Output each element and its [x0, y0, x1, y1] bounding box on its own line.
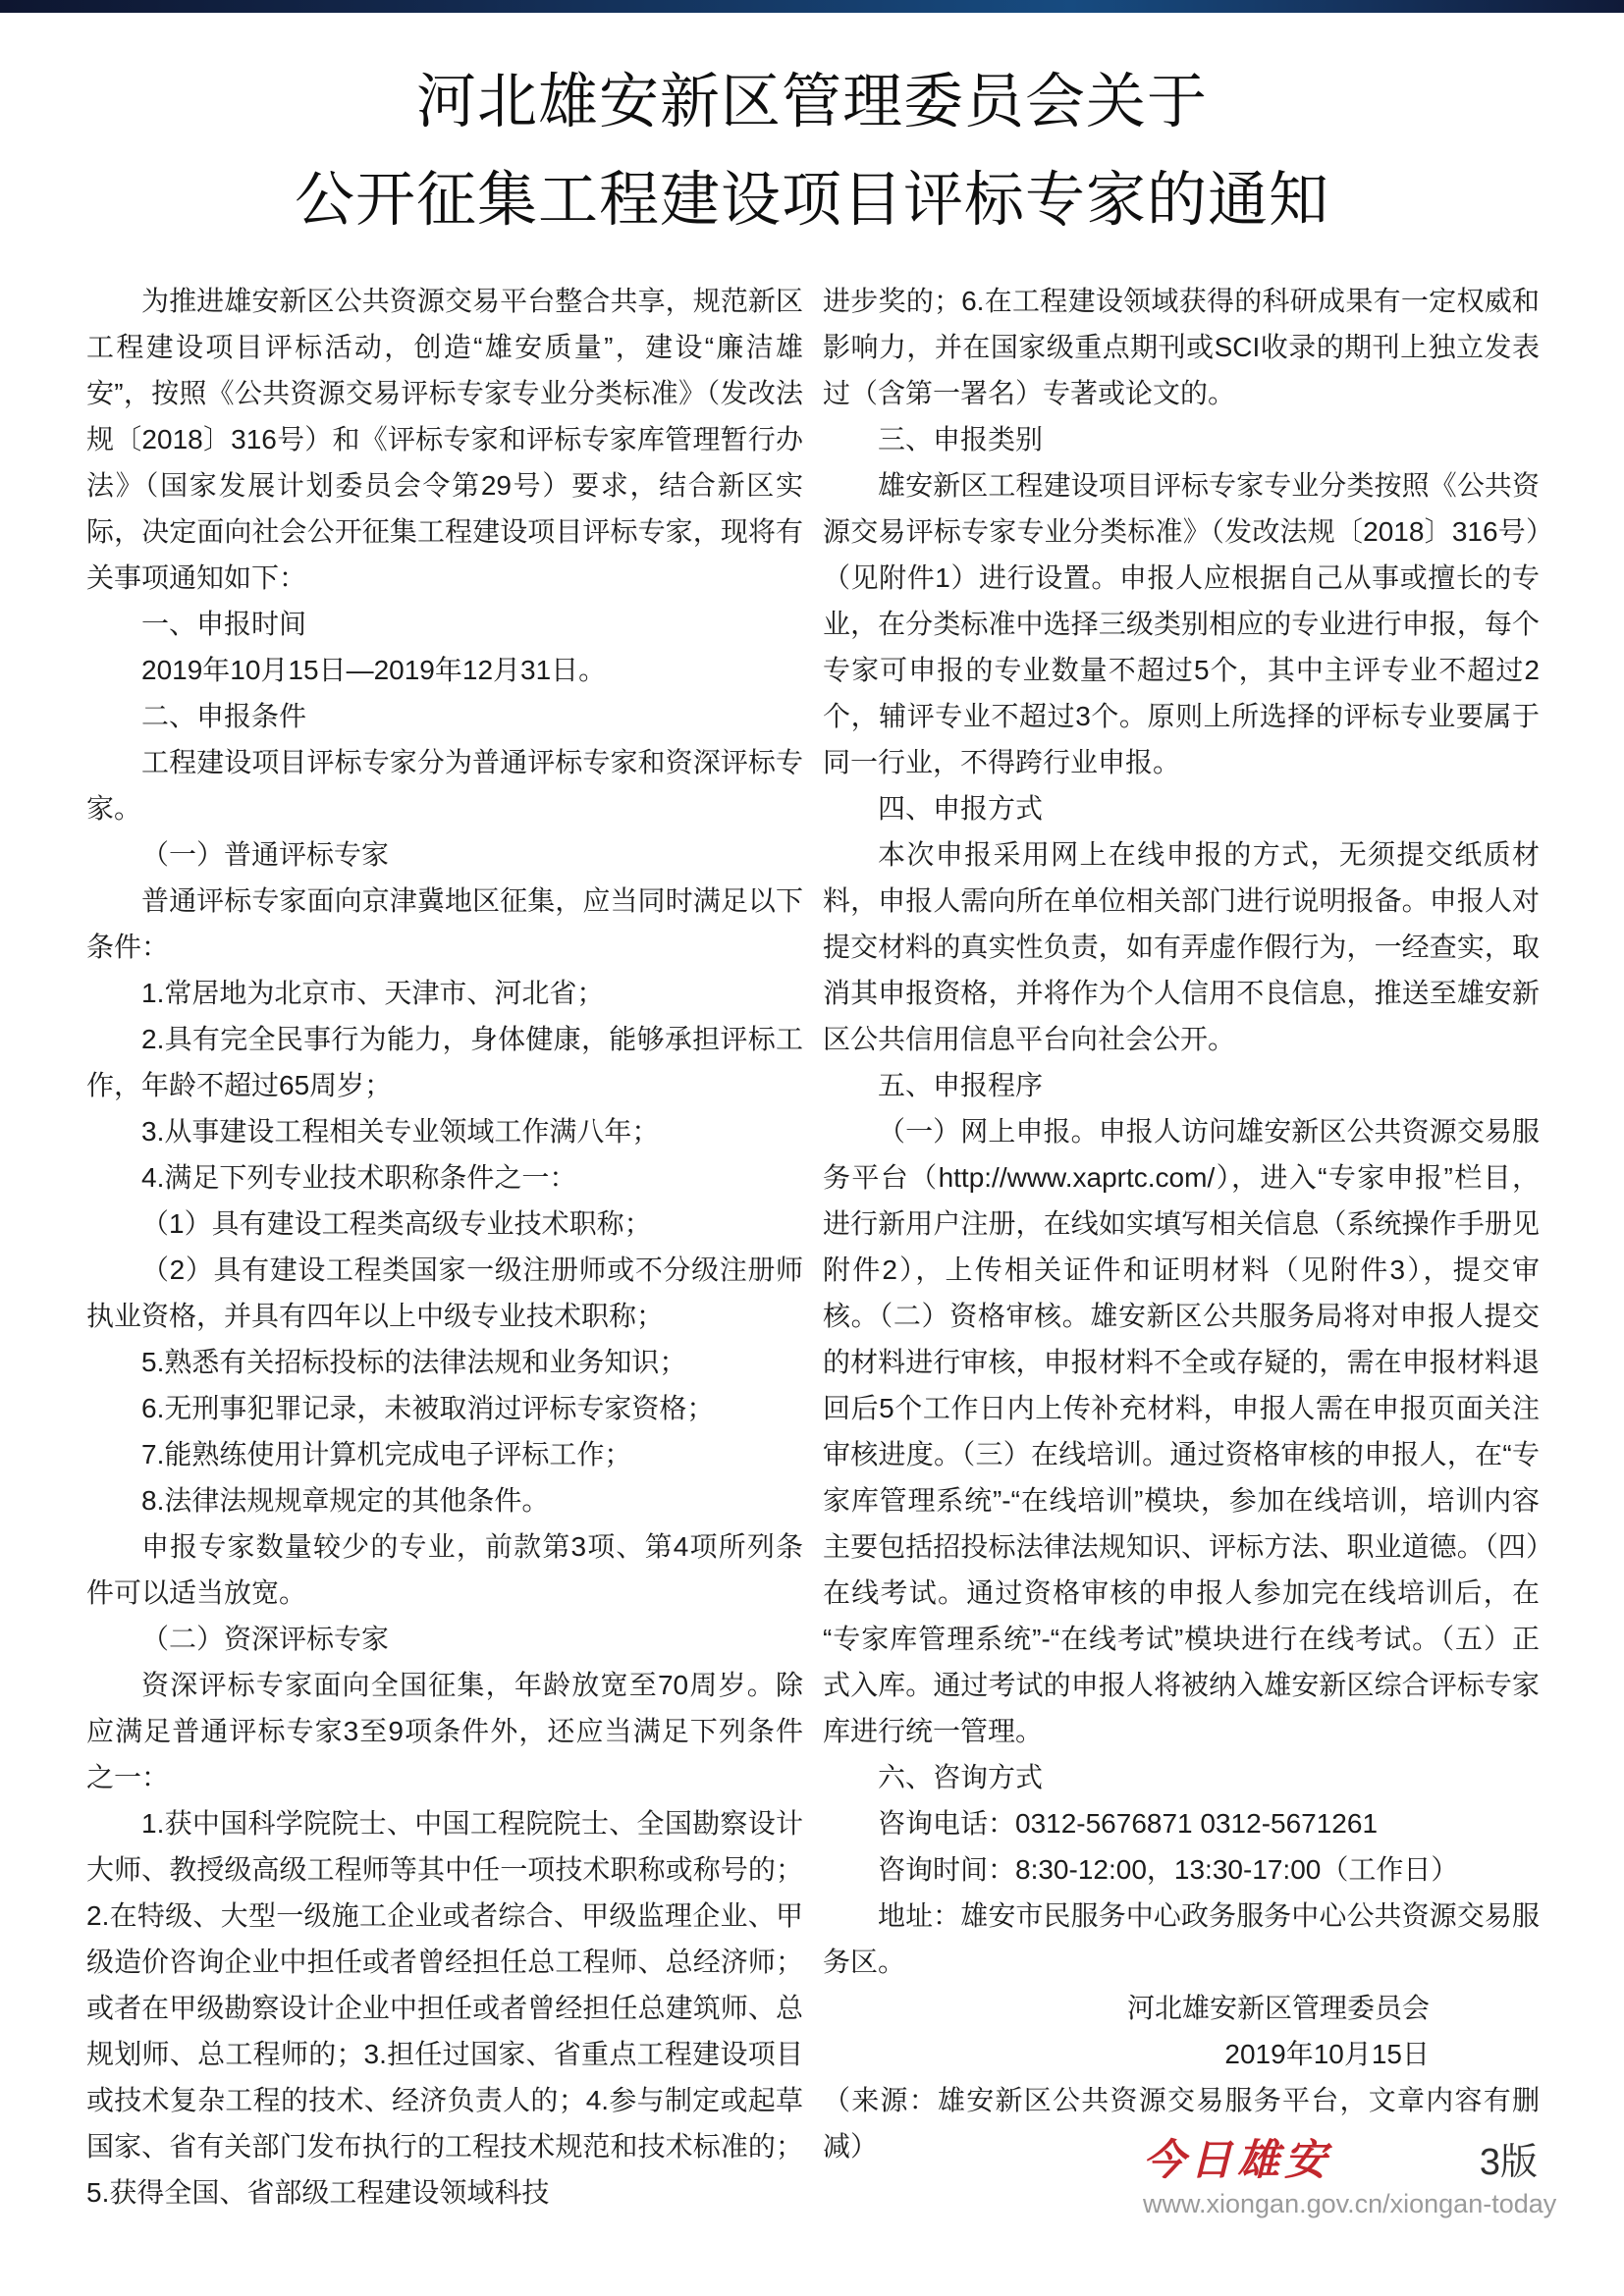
left-column	[86, 278, 803, 2216]
notice-title-line-1: 河北雄安新区管理委员会关于	[415, 68, 1208, 134]
para-condition-4: 4.满足下列专业技术职称条件之一：	[141, 1162, 577, 1193]
para-method-detail: 本次申报采用网上在线申报的方式，无须提交纸质材料，申报人需向所在单位相关部门进行说明报备。申报人对提交材料的真实性负责，如有弄虚作假行为，一经查实，取消其申报资格，并将作为个人信用不良信息，推送至雄安新区公共信用信息平台向社会公开。	[823, 839, 1540, 1054]
heading-5-application-procedure: 五、申报程序	[878, 1070, 1044, 1100]
subheading-senior-experts: （二）资深评标专家	[141, 1624, 390, 1654]
heading-2-application-conditions: 二、申报条件	[141, 701, 307, 731]
signature-committee: 河北雄安新区管理委员会	[1126, 1993, 1430, 2023]
notice-title-line-2: 公开征集工程建设项目评标专家的通知	[294, 166, 1329, 233]
para-condition-7: 7.能熟练使用计算机完成电子评标工作；	[141, 1439, 632, 1469]
para-consult-phone: 咨询电话：0312-5676871 0312-5671261	[878, 1808, 1379, 1839]
heading-3-application-categories: 三、申报类别	[878, 424, 1044, 454]
para-senior-conditions-continued: 进步奖的；6.在工程建设领域获得的科研成果有一定权威和影响力，并在国家级重点期刊或SCI收录的期刊上独立发表过（含第一署名）专著或论文的。	[823, 286, 1540, 408]
para-condition-2: 2.具有完全民事行为能力，身体健康，能够承担评标工作，年龄不超过65周岁；	[86, 1024, 803, 1100]
subheading-ordinary-experts: （一）普通评标专家	[141, 839, 390, 870]
para-procedure-detail: （一）网上申报。申报人访问雄安新区公共资源交易服务平台（http://www.xaprtc.com/），进入“专家申报”栏目，进行新用户注册，在线如实填写相关信息（系统操作手册见附件2），上传相关证件和证明材料（见附件3），提交审核。（二）资格审核。雄安新区公共服务局将对申报人提交的材料进行审核，申报材料不全或存疑的，需在申报材料退回后5个工作日内上传补充材料，申报人需在申报页面关注审核进度。（三）在线培训。通过资格审核的申报人，在“专家库管理系统”-“在线培训”模块，参加在线培训，培训内容主要包括招投标法律法规知识、评标方法、职业道德。（四）在线考试。通过资格审核的申报人参加完在线培训后，在“专家库管理系统”-“在线考试”模块进行在线考试。（五）正式入库。通过考试的申报人将被纳入雄安新区综合评标专家库进行统一管理。	[823, 1116, 1540, 1746]
para-condition-8: 8.法律法规规章规定的其他条件。	[141, 1485, 550, 1516]
para-condition-3: 3.从事建设工程相关专业领域工作满八年；	[141, 1116, 660, 1147]
para-consult-time: 咨询时间：8:30-12:00，13:30-17:00（工作日）	[878, 1854, 1459, 1885]
footer	[1143, 2137, 1557, 2219]
para-expert-types: 工程建设项目评标专家分为普通评标专家和资深评标专家。	[86, 747, 803, 824]
today-xiongan-logo: 今日雄安	[1143, 2137, 1331, 2184]
para-condition-1: 1.常居地为北京市、天津市、河北省；	[141, 978, 605, 1008]
para-senior-conditions: 1.获中国科学院院士、中国工程院院士、全国勘察设计大师、教授级高级工程师等其中任一项技术职称或称号的；2.在特级、大型一级施工企业或者综合、甲级监理企业、甲级造价咨询企业中担任或者曾经担任总工程师、总经济师；或者在甲级勘察设计企业中担任或者曾经担任总建筑师、总规划师、总工程师的；3.担任过国家、省重点工程建设项目或技术复杂工程的技术、经济负责人的；4.参与制定或起草国家、省有关部门发布执行的工程技术规范和技术标准的；5.获得全国、省部级工程建设领域科技	[86, 1808, 803, 2208]
article-body	[0, 248, 1624, 2216]
right-column	[823, 278, 1540, 2216]
para-condition-4-2: （2）具有建设工程类国家一级注册师或不分级注册师执业资格，并具有四年以上中级专业技术职称；	[86, 1255, 803, 1331]
para-relaxation: 申报专家数量较少的专业，前款第3项、第4项所列条件可以适当放宽。	[86, 1531, 803, 1608]
para-application-period: 2019年10月15日—2019年12月31日。	[141, 655, 607, 685]
heading-6-consultation: 六、咨询方式	[878, 1762, 1044, 1792]
para-ordinary-scope: 普通评标专家面向京津冀地区征集，应当同时满足以下条件：	[86, 885, 803, 962]
para-condition-6: 6.无刑事犯罪记录，未被取消过评标专家资格；	[141, 1393, 715, 1423]
para-source-note: （来源：雄安新区公共资源交易服务平台，文章内容有删减）	[823, 2085, 1540, 2162]
masthead-top-bar	[0, 0, 1624, 13]
heading-1-application-time: 一、申报时间	[141, 609, 307, 639]
para-categories-detail: 雄安新区工程建设项目评标专家专业分类按照《公共资源交易评标专家专业分类标准》（发改法规〔2018〕316号）（见附件1）进行设置。申报人应根据自己从事或擅长的专业，在分类标准中选择三级类别相应的专业进行申报，每个专家可申报的专业数量不超过5个，其中主评专业不超过2个，辅评专业不超过3个。原则上所选择的评标专业要属于同一行业，不得跨行业申报。	[823, 470, 1540, 777]
footer-masthead-row	[1143, 2137, 1538, 2184]
signature-date: 2019年10月15日	[1224, 2039, 1430, 2069]
heading-4-application-method: 四、申报方式	[878, 793, 1044, 824]
page-number: 3版	[1479, 2142, 1538, 2183]
para-condition-4-1: （1）具有建设工程类高级专业技术职称；	[141, 1208, 652, 1239]
para-condition-5: 5.熟悉有关招标投标的法律法规和业务知识；	[141, 1347, 687, 1377]
para-senior-scope: 资深评标专家面向全国征集，年龄放宽至70周岁。除应满足普通评标专家3至9项条件外，还应当满足下列条件之一：	[86, 1670, 803, 1792]
para-intro: 为推进雄安新区公共资源交易平台整合共享，规范新区工程建设项目评标活动，创造“雄安质量”，建设“廉洁雄安”，按照《公共资源交易评标专家专业分类标准》（发改法规〔2018〕316号）和《评标专家和评标专家库管理暂行办法》（国家发展计划委员会令第29号）要求，结合新区实际，决定面向社会公开征集工程建设项目评标专家，现将有关事项通知如下：	[86, 286, 803, 593]
notice-title	[0, 52, 1624, 248]
footer-url: www.xiongan.gov.cn/xiongan-today	[1143, 2189, 1557, 2218]
para-consult-address: 地址：雄安市民服务中心政务服务中心公共资源交易服务区。	[823, 1900, 1540, 1977]
